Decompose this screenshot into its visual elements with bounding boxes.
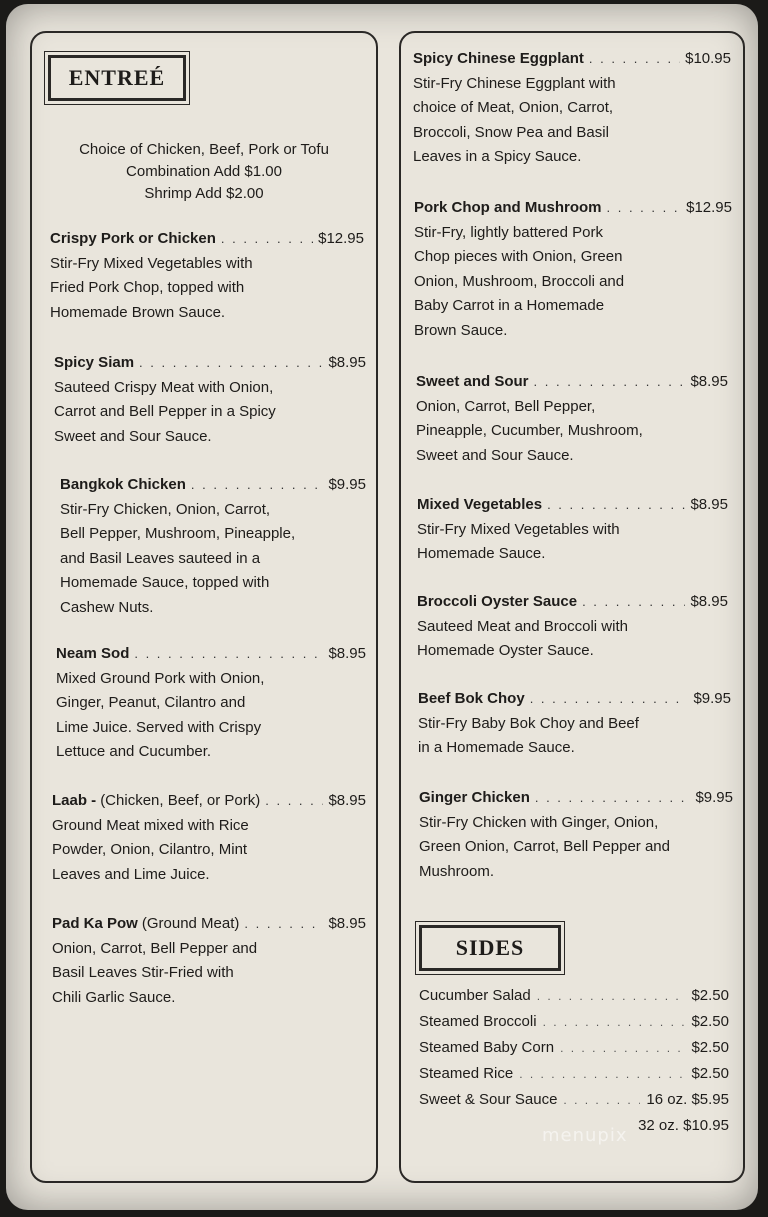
item-name: Beef Bok Choy [418, 690, 525, 707]
menu-item [52, 912, 366, 1010]
side-name: Sweet & Sour Sauce [419, 1091, 558, 1108]
watermark: menupix [542, 1125, 628, 1146]
menu-item [418, 687, 731, 761]
item-name-extra: (Chicken, Beef, or Pork) [100, 792, 261, 809]
menu-item [60, 473, 366, 620]
item-description: Onion, Carrot, Bell Pepper and Basil Leaves Stir-Fried with Chili Garlic Sauce. [52, 939, 258, 1006]
dot-leader [537, 983, 686, 1009]
dot-leader [221, 227, 313, 252]
item-name: Mixed Vegetables [417, 496, 543, 513]
item-description: Stir-Fry Chicken, Onion, Carrot, Bell Pepper, Mushroom, Pineapple, and Basil Leaves sauteed in a Homemade Sauce, topped with Cashew Nuts. [60, 500, 296, 616]
item-description: Stir-Fry Mixed Vegetables with Fried Pork Chop, topped with Homemade Brown Sauce. [50, 254, 253, 321]
item-price: $9.95 [695, 789, 733, 806]
menu-page [6, 4, 758, 1210]
item-price: $8.95 [328, 354, 366, 371]
item-description: Stir-Fry Mixed Vegetables with Homemade Sauce. [417, 520, 620, 562]
side-item [419, 1035, 729, 1061]
dot-leader [563, 1087, 640, 1113]
dot-leader [244, 912, 323, 937]
menu-item [416, 370, 728, 468]
side-price: $2.50 [691, 1039, 729, 1056]
dot-leader [534, 370, 686, 395]
menu-item [56, 642, 366, 765]
item-price: $9.95 [693, 690, 731, 707]
dot-leader [191, 473, 324, 498]
menu-item [417, 493, 728, 567]
item-description: Sauteed Meat and Broccoli with Homemade Oyster Sauce. [417, 617, 628, 659]
item-description: Stir-Fry, lightly battered Pork Chop pieces with Onion, Green Onion, Mushroom, Broccoli and Baby Carrot in a Homemade Brown Sauce. [414, 223, 625, 339]
dot-leader [547, 493, 685, 518]
item-price: $8.95 [690, 593, 728, 610]
dot-leader [519, 1061, 685, 1087]
side-extra-price: 32 oz. $10.95 [638, 1117, 729, 1134]
menu-item [54, 351, 366, 449]
menu-item [417, 590, 728, 664]
item-name: Bangkok Chicken [60, 476, 186, 493]
item-name: Broccoli Oyster Sauce [417, 593, 578, 610]
entree-panel [30, 31, 378, 1183]
dot-leader [139, 351, 323, 376]
side-item [419, 983, 729, 1009]
item-price: $8.95 [328, 645, 366, 662]
side-price: $2.50 [691, 1013, 729, 1030]
side-name: Steamed Broccoli [419, 1013, 537, 1030]
item-price: $8.95 [690, 373, 728, 390]
menu-item [414, 196, 732, 343]
dot-leader [560, 1035, 685, 1061]
item-price: $9.95 [328, 476, 366, 493]
item-name-extra: (Ground Meat) [141, 915, 240, 932]
item-price: $12.95 [318, 230, 364, 247]
entree-intro [32, 139, 376, 205]
side-name: Cucumber Salad [419, 987, 531, 1004]
menu-item [52, 789, 366, 887]
item-price: $8.95 [328, 792, 366, 809]
item-price: $12.95 [686, 199, 732, 216]
item-price: $10.95 [685, 50, 731, 67]
item-price: $8.95 [328, 915, 366, 932]
side-name: Steamed Rice [419, 1065, 514, 1082]
intro-line: Choice of Chicken, Beef, Pork or Tofu [79, 141, 329, 158]
menu-item [413, 47, 731, 170]
item-name: Sweet and Sour [416, 373, 529, 390]
item-name: Spicy Chinese Eggplant [413, 50, 584, 67]
item-name: Spicy Siam [54, 354, 135, 371]
item-description: Stir-Fry Chicken with Ginger, Onion, Green Onion, Carrot, Bell Pepper and Mushroom. [419, 813, 670, 880]
sides-list [419, 983, 729, 1139]
item-name: Pork Chop and Mushroom [414, 199, 602, 216]
item-description: Stir-Fry Baby Bok Choy and Beef in a Homemade Sauce. [418, 714, 639, 756]
item-description: Stir-Fry Chinese Eggplant with choice of Meat, Onion, Carrot, Broccoli, Snow Pea and Basil Leaves in a Spicy Sauce. [413, 74, 616, 165]
sides-heading: SIDES [419, 925, 561, 971]
dot-leader [265, 789, 323, 814]
item-description: Sauteed Crispy Meat with Onion, Carrot and Bell Pepper in a Spicy Sweet and Sour Sauce. [54, 378, 276, 445]
dot-leader [607, 196, 682, 221]
side-price: 16 oz. $5.95 [646, 1091, 729, 1108]
side-price: $2.50 [691, 987, 729, 1004]
item-name: Ginger Chicken [419, 789, 530, 806]
menu-item [419, 786, 733, 884]
item-name: Crispy Pork or Chicken [50, 230, 216, 247]
side-name: Steamed Baby Corn [419, 1039, 555, 1056]
item-description: Onion, Carrot, Bell Pepper, Pineapple, Cucumber, Mushroom, Sweet and Sour Sauce. [416, 397, 643, 464]
item-name: Laab - [52, 792, 97, 809]
side-price: $2.50 [691, 1065, 729, 1082]
item-name: Pad Ka Pow [52, 915, 138, 932]
item-price: $8.95 [690, 496, 728, 513]
dot-leader [582, 590, 685, 615]
item-description: Mixed Ground Pork with Onion, Ginger, Peanut, Cilantro and Lime Juice. Served with Crispy Lettuce and Cucumber. [56, 669, 265, 760]
right-panel [399, 31, 745, 1183]
side-item [419, 1009, 729, 1035]
menu-item [50, 227, 364, 325]
side-item [419, 1061, 729, 1087]
dot-leader [543, 1009, 686, 1035]
dot-leader [535, 786, 691, 811]
intro-line: Shrimp Add $2.00 [144, 185, 264, 202]
dot-leader [134, 642, 323, 667]
intro-line: Combination Add $1.00 [126, 163, 282, 180]
entree-heading: ENTREÉ [48, 55, 186, 101]
item-description: Ground Meat mixed with Rice Powder, Onion, Cilantro, Mint Leaves and Lime Juice. [52, 816, 249, 883]
item-name: Neam Sod [56, 645, 130, 662]
dot-leader [530, 687, 689, 712]
side-item [419, 1087, 729, 1113]
dot-leader [589, 47, 680, 72]
